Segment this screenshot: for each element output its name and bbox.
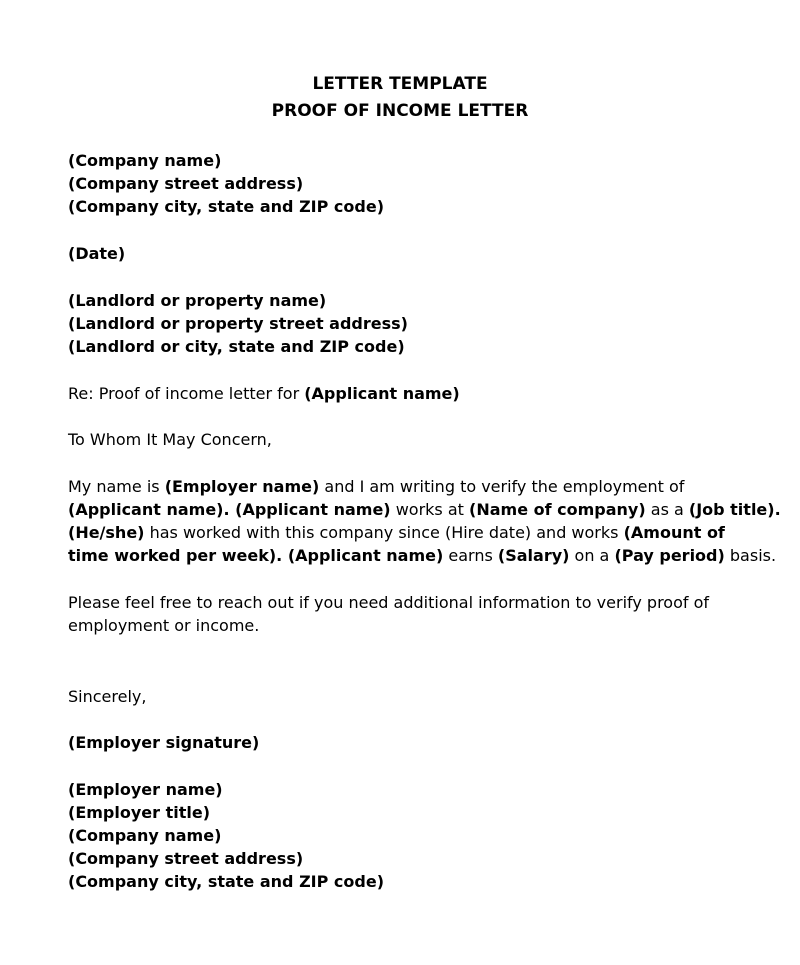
employer-signature: (Employer signature)	[68, 733, 260, 752]
recipient-name: (Landlord or property name)	[68, 291, 327, 310]
footer-employer-name: (Employer name)	[68, 780, 223, 799]
sender-street: (Company street address)	[68, 174, 304, 193]
footer-employer-title: (Employer title)	[68, 803, 211, 822]
recipient-street: (Landlord or property street address)	[68, 314, 408, 333]
body1-text: as a	[645, 500, 689, 519]
footer-street: (Company street address)	[68, 849, 304, 868]
body1-pronoun: (He/she)	[68, 523, 145, 542]
sender-company-name: (Company name)	[68, 151, 222, 170]
body1-text: earns	[443, 546, 498, 565]
body1-text: works at	[390, 500, 470, 519]
recipient-city: (Landlord or city, state and ZIP code)	[68, 337, 405, 356]
body2-line1: Please feel free to reach out if you need additional information to verify proof of	[68, 593, 710, 612]
body1-applicant-name: (Applicant name). (Applicant name)	[68, 500, 391, 519]
subject-line	[68, 382, 460, 405]
body1-hours-applicant: time worked per week). (Applicant name)	[68, 546, 444, 565]
body1-hours: (Amount of	[623, 523, 725, 542]
body1-employer-name: (Employer name)	[164, 477, 320, 496]
body1-text: and I am writing to verify the employment of	[319, 477, 685, 496]
body1-line2	[68, 498, 781, 521]
body1-text: basis.	[724, 546, 777, 565]
footer-city: (Company city, state and ZIP code)	[68, 872, 385, 891]
body1-text: on a	[569, 546, 615, 565]
body1-line3	[68, 521, 725, 544]
body1-job-title: (Job title).	[688, 500, 781, 519]
footer-company-name: (Company name)	[68, 826, 222, 845]
letter-title: LETTER TEMPLATE	[312, 74, 488, 94]
closing: Sincerely,	[68, 687, 147, 706]
body1-line1	[68, 475, 684, 498]
sender-city: (Company city, state and ZIP code)	[68, 197, 385, 216]
body1-text: My name is	[68, 477, 165, 496]
salutation: To Whom It May Concern,	[68, 430, 272, 449]
letter-date: (Date)	[68, 244, 126, 263]
body1-text: has worked with this company since (Hire date) and works	[144, 523, 624, 542]
subject-prefix: Re: Proof of income letter for	[68, 384, 305, 403]
body1-salary: (Salary)	[497, 546, 570, 565]
letter-subtitle: PROOF OF INCOME LETTER	[271, 101, 529, 121]
body1-company-name: (Name of company)	[469, 500, 646, 519]
subject-applicant: (Applicant name)	[304, 384, 460, 403]
body1-line4	[68, 544, 776, 567]
body1-pay-period: (Pay period)	[614, 546, 725, 565]
body2-line2: employment or income.	[68, 616, 260, 635]
